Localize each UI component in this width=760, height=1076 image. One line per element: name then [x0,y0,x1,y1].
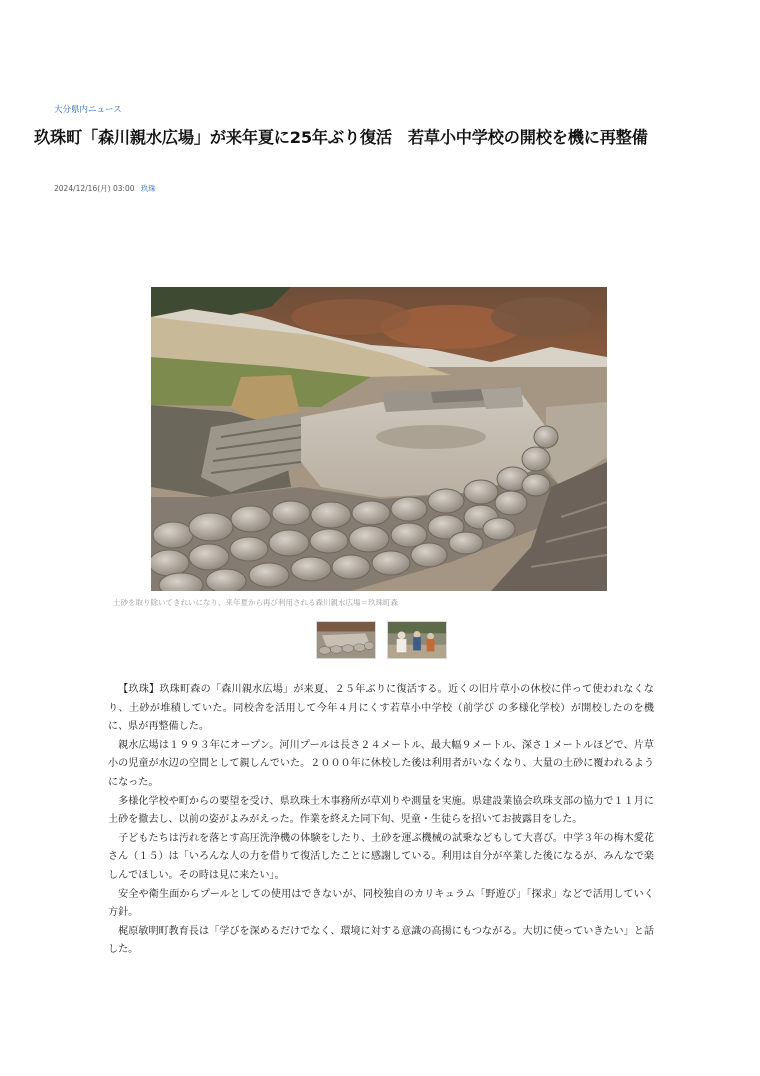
category-link[interactable]: 大分県内ニュース [54,105,122,115]
region-tag-link[interactable]: 玖珠 [140,184,156,193]
article-paragraph: 子どもたちは汚れを落とす高圧洗浄機の体験をしたり、土砂を運ぶ機械の試乗などもして大喜び。中学３年の梅木愛花さん（１５）は「いろんな人の力を借りて復活したことに感謝している。利用は自分が卒業した後になるが、みんなで楽しんでほしい。その時は見に来たい」。 [108,832,654,881]
article-paragraph: 多様化学校や町からの要望を受け、県玖珠土木事務所が草刈りや測量を実施。県建設業協会玖珠支部の協力で１１月に土砂を撤去し、以前の姿がよみがえった。作業を終えた同下旬、児童・生徒らを招いてお披露目をした。 [108,795,654,826]
article-paragraph: 安全や衛生面からプールとしての使用はできないが、同校独自のカリキュラム「野遊び」「探求」などで活用していく方針。 [108,888,654,919]
article-paragraph: 梶原敏明町教育長は「学びを深めるだけでなく、環境に対する意識の高揚にもつながる。大切に使っていきたい」と話した。 [108,925,654,956]
article-paragraph: 【玖珠】玖珠町森の「森川親水広場」が来夏、２５年ぶりに復活する。近くの旧片草小の休校に伴って使われなくなり、土砂が堆積していた。同校舎を活用して今年４月にくす若草小中学校（前学び の多様化学校）が開校したのを機に、県が再整備した。 [108,684,654,733]
article-body [108,681,654,960]
publish-date: 2024/12/16(月) 03:00 [54,184,135,193]
thumbnail-1[interactable] [316,621,376,659]
photo-caption: 土砂を取り除いてきれいになり、来年夏から再び利用される森川親水広場＝玖珠町森 [113,598,398,607]
article-title: 玖珠町「森川親水広場」が来年夏に25年ぶり復活 若草小中学校の開校を機に再整備 [34,128,648,147]
thumbnail-2[interactable] [387,621,447,659]
article-meta [54,183,156,194]
main-photo[interactable] [151,287,607,591]
article-paragraph: 親水広場は１９９３年にオープン。河川プールは長さ２４メートル、最大幅９メートル、深さ１メートルほどで、片草小の児童が水辺の空間として親しんでいた。２０００年に休校した後は利用者がいなくなり、大量の土砂に覆われるようになった。 [108,739,654,788]
photo-thumbnails [316,621,447,659]
